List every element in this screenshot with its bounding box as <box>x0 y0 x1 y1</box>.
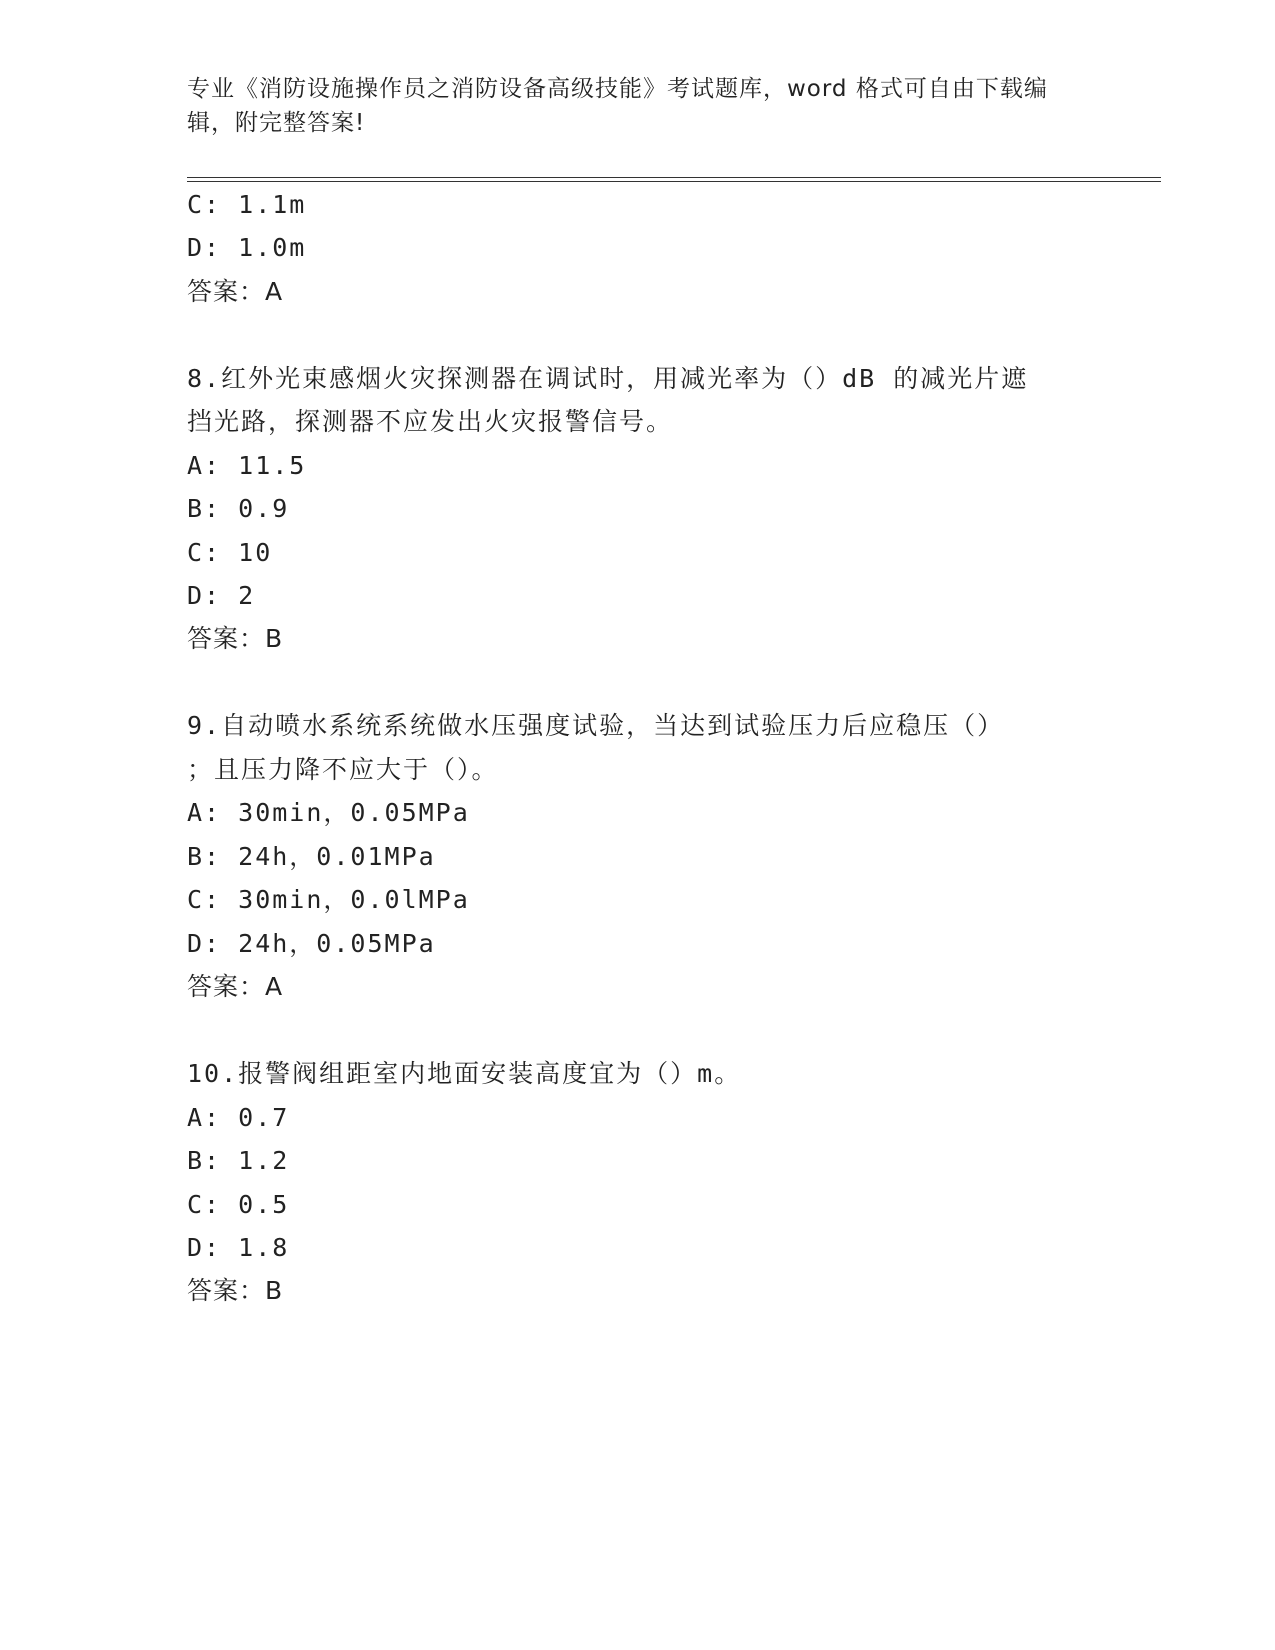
question-8-option-c: C: 10 <box>187 538 273 567</box>
answer-label: 答案：A <box>187 277 284 306</box>
question-8-option-b: B: 0.9 <box>187 494 290 523</box>
header-divider <box>187 177 1161 182</box>
question-10-option-d: D: 1.8 <box>187 1233 290 1262</box>
question-9-option-d: D: 24h，0.05MPa <box>187 929 436 958</box>
option-c: C: 1.1m <box>187 190 307 219</box>
question-9-stem-line-2: ；且压力降不应大于（）。 <box>187 755 499 784</box>
question-10-option-a: A: 0.7 <box>187 1103 290 1132</box>
question-8-option-a: A: 11.5 <box>187 451 307 480</box>
question-8-option-d: D: 2 <box>187 581 256 610</box>
question-10-option-b: B: 1.2 <box>187 1146 290 1175</box>
question-9-option-a: A: 30min，0.05MPa <box>187 798 470 827</box>
question-9-option-c: C: 30min，0.0lMPa <box>187 885 470 914</box>
question-10-option-c: C: 0.5 <box>187 1190 290 1219</box>
question-10-answer: 答案：B <box>187 1276 284 1305</box>
question-9-answer: 答案：A <box>187 972 284 1001</box>
question-8-stem-line-2: 挡光路，探测器不应发出火灾报警信号。 <box>187 407 674 436</box>
option-d: D: 1.0m <box>187 233 307 262</box>
document-header: 专业《消防设施操作员之消防设备高级技能》考试题库，word 格式可自由下载编辑，附完整答案! <box>187 76 1048 136</box>
question-10-stem-line-1: 10.报警阀组距室内地面安装高度宜为（）m。 <box>187 1059 742 1088</box>
question-8-answer: 答案：B <box>187 624 284 653</box>
question-9-stem-line-1: 9.自动喷水系统系统做水压强度试验，当达到试验压力后应稳压（） <box>187 711 1005 740</box>
question-9-option-b: B: 24h，0.01MPa <box>187 842 436 871</box>
question-8-stem-line-1: 8.红外光束感烟火灾探测器在调试时，用减光率为（）dB 的减光片遮 <box>187 364 1029 393</box>
